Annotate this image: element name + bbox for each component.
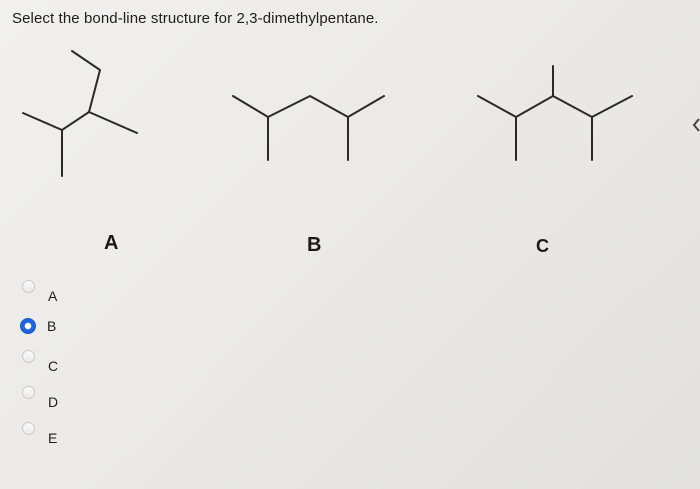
option-b-label: B [47, 318, 57, 334]
question-text: Select the bond-line structure for 2,3-dimethylpentane. [12, 10, 379, 27]
structure-c-label: C [536, 236, 549, 256]
structure-c [478, 66, 632, 160]
answer-options [22, 278, 58, 456]
option-a[interactable] [22, 278, 58, 314]
radio-b-selected[interactable] [20, 318, 36, 334]
radio-d[interactable] [22, 386, 35, 399]
chevron-right-icon[interactable] [692, 118, 700, 132]
option-e-label: E [48, 430, 58, 446]
structure-a [23, 51, 137, 176]
option-a-label: A [48, 288, 58, 304]
option-e[interactable] [22, 420, 58, 456]
radio-a[interactable] [22, 280, 35, 293]
option-b[interactable] [22, 314, 58, 348]
option-d[interactable] [22, 384, 58, 420]
option-c-label: C [48, 358, 59, 374]
option-c[interactable] [22, 348, 58, 384]
structure-b [233, 96, 384, 160]
option-d-label: D [48, 394, 59, 410]
structure-a-label: A [104, 232, 119, 254]
radio-c[interactable] [22, 350, 35, 363]
radio-e[interactable] [22, 422, 35, 435]
structure-b-label: B [307, 234, 322, 256]
